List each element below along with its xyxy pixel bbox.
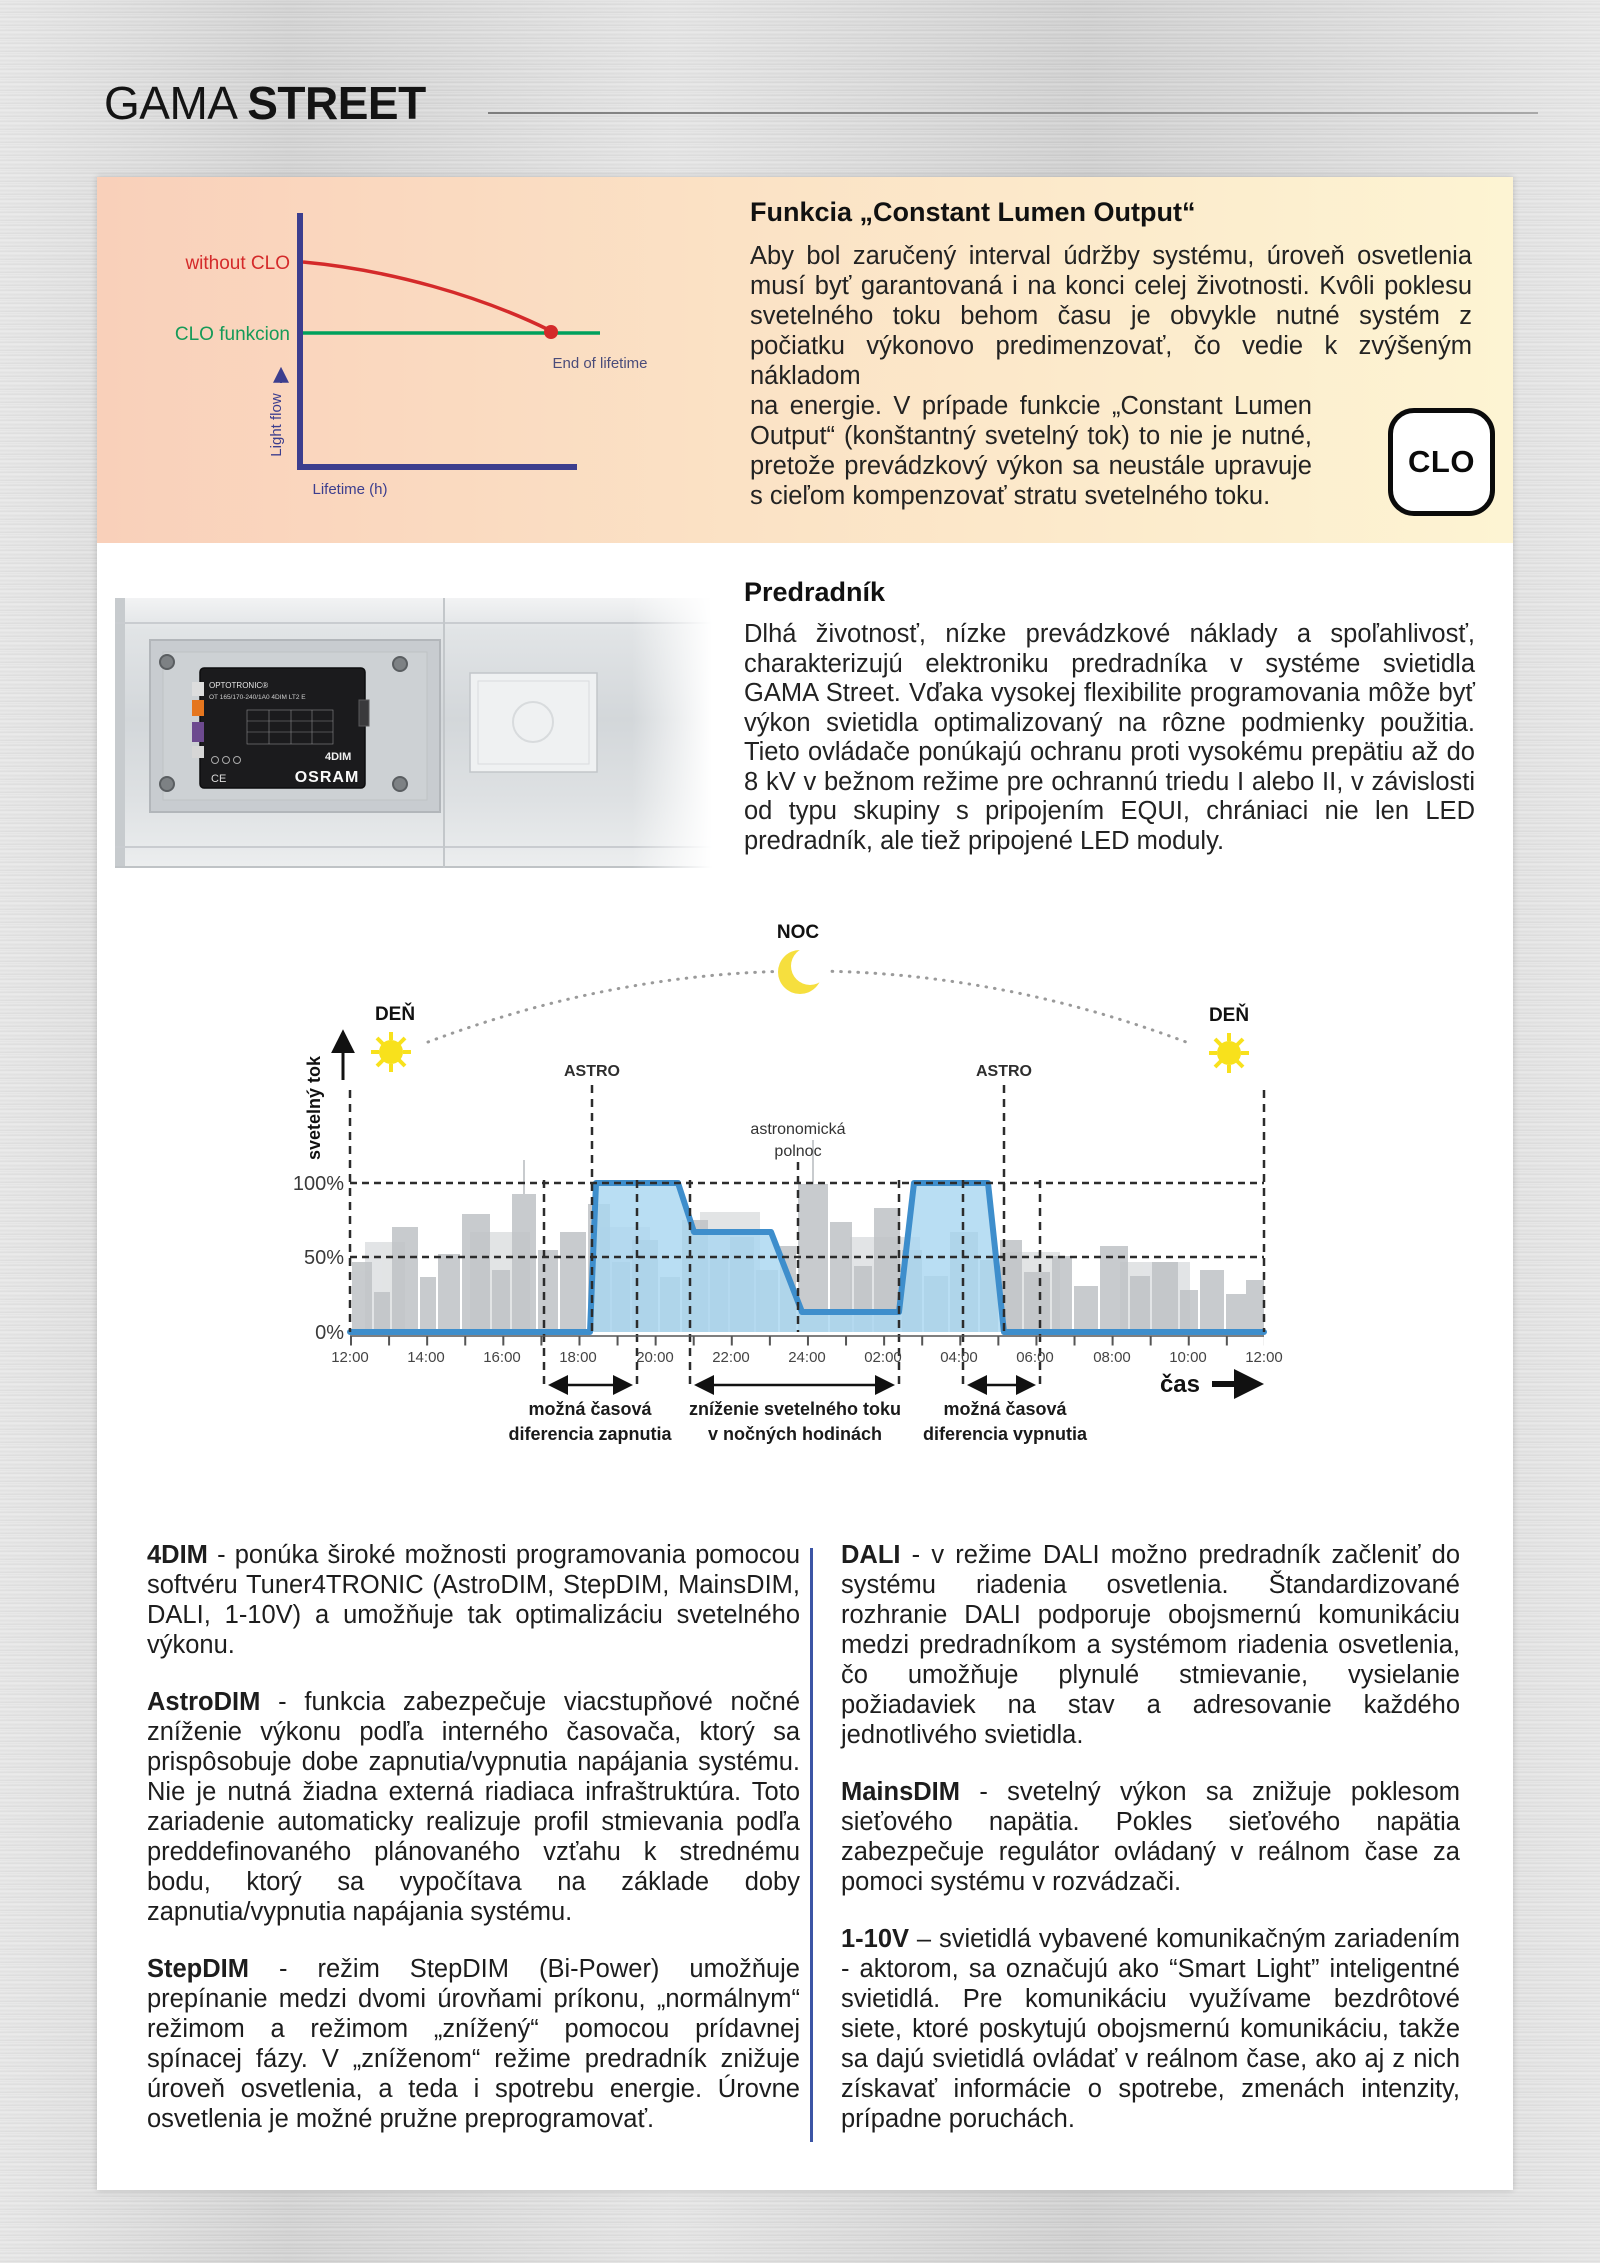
page-title-regular: GAMA: [104, 77, 235, 129]
den-left-label: DEŇ: [374, 1004, 416, 1025]
driver-model-label: OT 165/170-240/1A0 4DIM LT2 E: [209, 694, 306, 701]
clo-paragraph-1: Aby bol zaručený interval údržby systému, úroveň osvetlenia musí byť garantovaná i na konci celej životnosti. Kvôli poklesu svetelného toku behom času je obvykle nutné systém z počiatku výkonovo predimenzovať, čo vedie k zvýšeným nákladom: [750, 242, 1472, 390]
x-axis-line: [297, 464, 577, 470]
paragraph-stepdim: [147, 1954, 800, 2134]
lead-mainsdim: MainsDIM: [841, 1778, 961, 1806]
column-right: [841, 1540, 1460, 2161]
midnight-label-1: astronomická: [750, 1121, 846, 1138]
annotation-texts: [508, 1399, 1088, 1444]
sun-left-icon: [371, 1032, 411, 1072]
svg-text:10:00: 10:00: [1169, 1349, 1207, 1366]
page-title-bold: STREET: [247, 77, 426, 129]
cas-label: čas: [1159, 1371, 1200, 1398]
city-skyline: [352, 1140, 1264, 1332]
body-110v: – svietidlá vybavené komunikačným zariadením - aktorom, sa označujú ako “Smart Light” inteligentné svietidlá. Pre komunikáciu využívame bezdrôtové siete, ktoré poskytujú obojsmernú komunikáciu, takže sa dajú svietidlá ovládať v reálnom čase, ako aj z nich získavať informácie o spotrebe, zmenách intenzity, prípadne poruchách.: [841, 1925, 1460, 2133]
driver-product-label: OPTOTRONIC®: [209, 681, 269, 690]
svetelny-tok-label: svetelný tok: [304, 1055, 324, 1161]
ballast-heading: Predradník: [744, 577, 886, 607]
end-of-lifetime-dot: [544, 325, 558, 339]
svg-text:06:00: 06:00: [1016, 1349, 1054, 1366]
photo-fade: [632, 590, 712, 880]
paragraph-mainsdim: [841, 1777, 1460, 1897]
svg-text:08:00: 08:00: [1093, 1349, 1131, 1366]
clo-function-label: CLO funkcion: [174, 324, 290, 345]
midnight-label-2: polnoc: [774, 1143, 822, 1160]
clo-text-block: [750, 197, 1472, 511]
paragraph-4dim: [147, 1540, 800, 1660]
clo-paragraph-2: na energie. V prípade funkcie „Constant Lumen Output“ (konštantný svetelný tok) to nie je nutné, pretože prevádzkový výkon sa neustále upravuje s cieľom kompenzovať stratu svetelného toku.: [750, 392, 1312, 510]
y-axis-line: [297, 213, 303, 470]
svg-text:04:00: 04:00: [940, 1349, 978, 1366]
label-0: 0%: [315, 1322, 344, 1344]
dimming-diagram: [220, 900, 1420, 1500]
sun-right-icon: [1209, 1033, 1249, 1073]
clo-chart: [97, 177, 657, 543]
astro-right-label: ASTRO: [976, 1063, 1032, 1080]
svg-text:16:00: 16:00: [483, 1349, 521, 1366]
end-of-lifetime-label: End of lifetime: [552, 355, 648, 372]
svg-text:možná časová: možná časová: [943, 1399, 1067, 1419]
lead-astrodim: AstroDIM: [147, 1688, 261, 1716]
clo-badge: [1388, 408, 1495, 516]
label-100: 100%: [292, 1173, 344, 1195]
body-stepdim: - režim StepDIM (Bi-Power) umožňuje prepínanie medzi dvomi úrovňami príkonu, „normálnym“ režimom a režimom „znížený“ pomocou prídavnej spínacej fázy. V „zníženom“ režime predradník znižuje úroveň osvetlenia, a teda i spotrebu energie. Úrovne osvetlenia je možné pružne preprogramovať.: [147, 1955, 800, 2133]
svg-text:v nočných hodinách: v nočných hodinách: [707, 1424, 883, 1444]
svg-text:02:00: 02:00: [864, 1349, 902, 1366]
body-dali: - v režime DALI možno predradník začleniť do systému riadenia osvetlenia. Štandardizované rozhranie DALI podporuje obojsmernú komunikáciu medzi predradníkom a systémom riadenia osvetlenia, čo umožňuje plynulé stmievanie, vysielanie požiadaviek na stav a adresovanie každého jednotlivého svietidla.: [841, 1541, 1460, 1749]
driver-4dim-logo: 4DIM: [325, 751, 352, 763]
svg-text:diferencia vypnutia: diferencia vypnutia: [922, 1424, 1088, 1444]
noc-label: NOC: [776, 922, 820, 943]
header-rule: [488, 112, 1538, 114]
driver-brand-logo: OSRAM: [294, 769, 360, 786]
svg-text:diferencia zapnutia: diferencia zapnutia: [508, 1424, 672, 1444]
lead-stepdim: StepDIM: [147, 1955, 249, 1983]
light-flow-label: Light flow: [268, 393, 285, 457]
page-title: [104, 76, 426, 130]
without-clo-curve: [303, 262, 549, 330]
svg-text:zníženie svetelného toku: zníženie svetelného toku: [688, 1399, 902, 1419]
column-left: [147, 1540, 800, 2161]
without-clo-label: without CLO: [185, 253, 290, 274]
clo-heading: Funkcia „Constant Lumen Output“: [750, 197, 1196, 227]
lead-4dim: 4DIM: [147, 1541, 208, 1569]
svg-text:12:00: 12:00: [331, 1349, 369, 1366]
paragraph-astrodim: [147, 1687, 800, 1927]
svg-text:14:00: 14:00: [407, 1349, 445, 1366]
paragraph-dali: [841, 1540, 1460, 1750]
den-right-label: DEŇ: [1208, 1005, 1250, 1026]
lead-110v: 1-10V: [841, 1925, 910, 1953]
time-labels: [331, 1349, 1283, 1366]
ballast-paragraph: Dlhá životnosť, nízke prevádzkové náklady a spoľahlivosť, charakterizujú elektroniku predradníka v systéme svietidla GAMA Street. Vďaka vysokej flexibilite programovania môže byť výkon svietidla optimalizovaný na rôzne podmienky použitia. Tieto ovládače ponúkajú ochranu proti vysokému prepätiu až do 8 kV v bežnom režime pre ochrannú triedu I alebo II, v závislosti od typu skupiny s pripojením EQUI, chrániaci nie len LED predradník, ale tiež pripojené LED moduly.: [744, 620, 1475, 855]
moon-icon: [778, 947, 829, 994]
lead-dali: DALI: [841, 1541, 901, 1569]
paragraph-110v: [841, 1924, 1460, 2134]
clo-badge-label: CLO: [1408, 444, 1475, 479]
body-astrodim: - funkcia zabezpečuje viacstupňové nočné zníženie výkonu podľa interného časovača, ktorý sa prispôsobuje dobe zapnutia/vypnutia napájania systému. Nie je nutná žiadna externá riadiaca infraštruktúra. Toto zariadenie automaticky realizuje profil stmievania podľa preddefinovaného plánovaného vzťahu k strednému bodu, ktorý sa vypočítava na základe doby zapnutia/vypnutia napájania systému.: [147, 1688, 800, 1926]
svg-text:20:00: 20:00: [636, 1349, 674, 1366]
svg-text:24:00: 24:00: [788, 1349, 826, 1366]
body-4dim: - ponúka široké možnosti programovania pomocou softvéru Tuner4TRONIC (AstroDIM, StepDIM, MainsDIM, DALI, 1-10V) a umožňuje tak optimalizáciu svetelného výkonu.: [147, 1541, 800, 1659]
osram-driver: [192, 668, 369, 788]
astro-left-label: ASTRO: [564, 1063, 620, 1080]
driver-ce-mark: CE: [211, 773, 227, 785]
body-mainsdim: - svetelný výkon sa znižuje poklesom sieťového napätia. Pokles sieťového napätia zabezpečuje regulátor ovládaný v reálnom čase za pomoci systému v rozvádzači.: [841, 1778, 1460, 1896]
ballast-text-block: [744, 577, 1475, 856]
time-axis: [350, 1336, 1264, 1341]
svg-text:12:00: 12:00: [1245, 1349, 1283, 1366]
label-50: 50%: [303, 1247, 344, 1269]
lifetime-label: Lifetime (h): [312, 481, 388, 498]
driver-photo: [97, 560, 712, 890]
svg-text:22:00: 22:00: [712, 1349, 750, 1366]
svg-text:18:00: 18:00: [559, 1349, 597, 1366]
svg-text:možná časová: možná časová: [528, 1399, 652, 1419]
column-divider: [810, 1548, 813, 2142]
